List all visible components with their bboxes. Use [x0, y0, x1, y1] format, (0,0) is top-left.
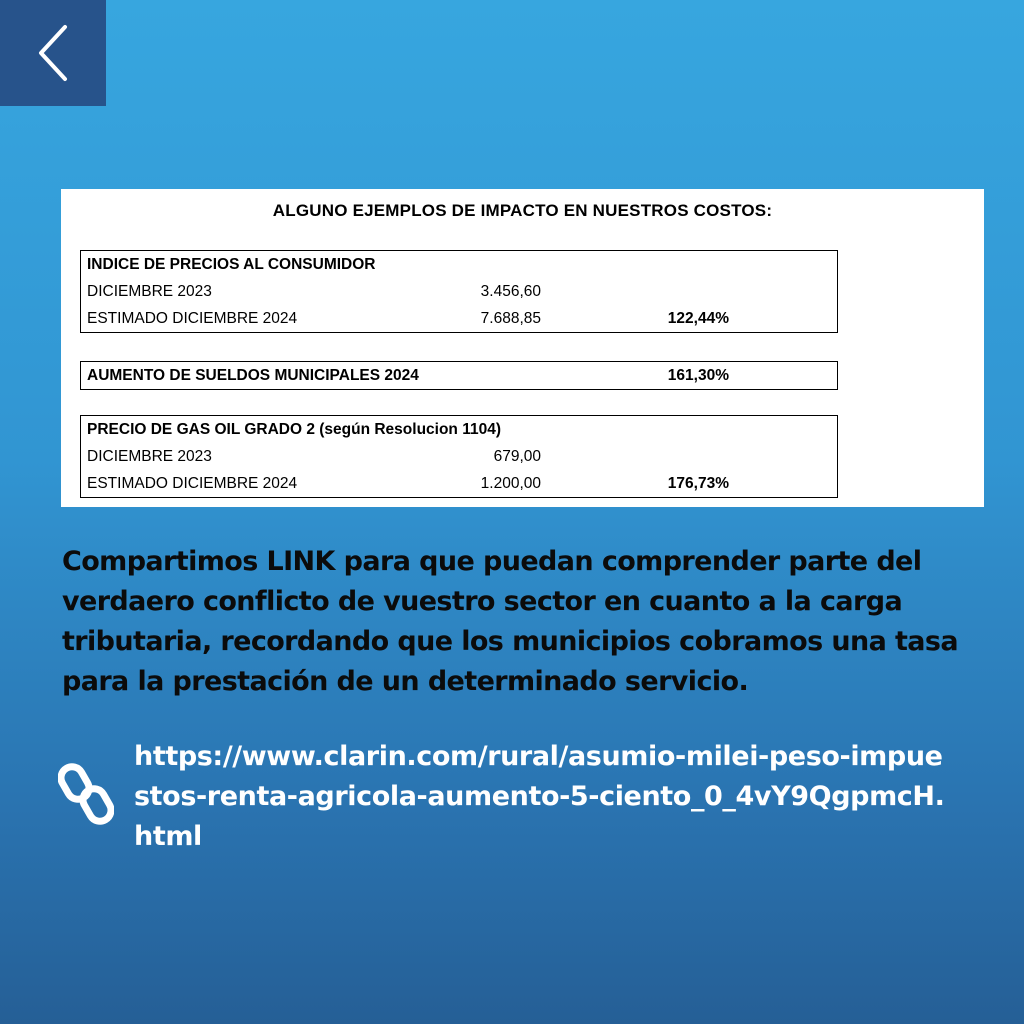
table-row: DICIEMBRE 2023 3.456,60	[87, 283, 541, 300]
table-row: DICIEMBRE 2023 679,00	[87, 448, 541, 465]
message-text: Compartimos LINK para que puedan comprender parte del verdaero conflicto de vuestro sector en cuanto a la carga tributaria, recordando que los municipios cobramos una tasa para la prestación de un determinado servicio.	[62, 546, 959, 697]
table-row: ESTIMADO DICIEMBRE 2024 7.688,85 122,44%	[81, 305, 837, 332]
cost-impact-table	[61, 189, 984, 507]
table-title: ALGUNO EJEMPLOS DE IMPACTO EN NUESTROS COSTOS:	[272, 201, 773, 220]
ipc-header: INDICE DE PRECIOS AL CONSUMIDOR	[87, 256, 376, 273]
ipc-percent: 122,44%	[667, 310, 729, 327]
table-row: ESTIMADO DICIEMBRE 2024 1.200,00 176,73%	[81, 470, 837, 497]
link-icon	[58, 762, 114, 826]
sueldos-block	[80, 361, 838, 390]
article-link[interactable]: https://www.clarin.com/rural/asumio-milei-peso-impuestos-renta-agricola-aumento-5-ciento_0_4vY9QgpmcH.html	[134, 741, 945, 852]
gasoil-header: PRECIO DE GAS OIL GRADO 2 (según Resolucion 1104)	[87, 421, 501, 438]
chevron-left-icon	[33, 23, 73, 83]
back-button[interactable]	[0, 0, 106, 106]
gasoil-block	[80, 415, 838, 498]
sueldos-percent: 161,30%	[667, 367, 729, 384]
ipc-block	[80, 250, 838, 333]
sueldos-label: AUMENTO DE SUELDOS MUNICIPALES 2024	[87, 367, 419, 384]
gasoil-percent: 176,73%	[667, 475, 729, 492]
